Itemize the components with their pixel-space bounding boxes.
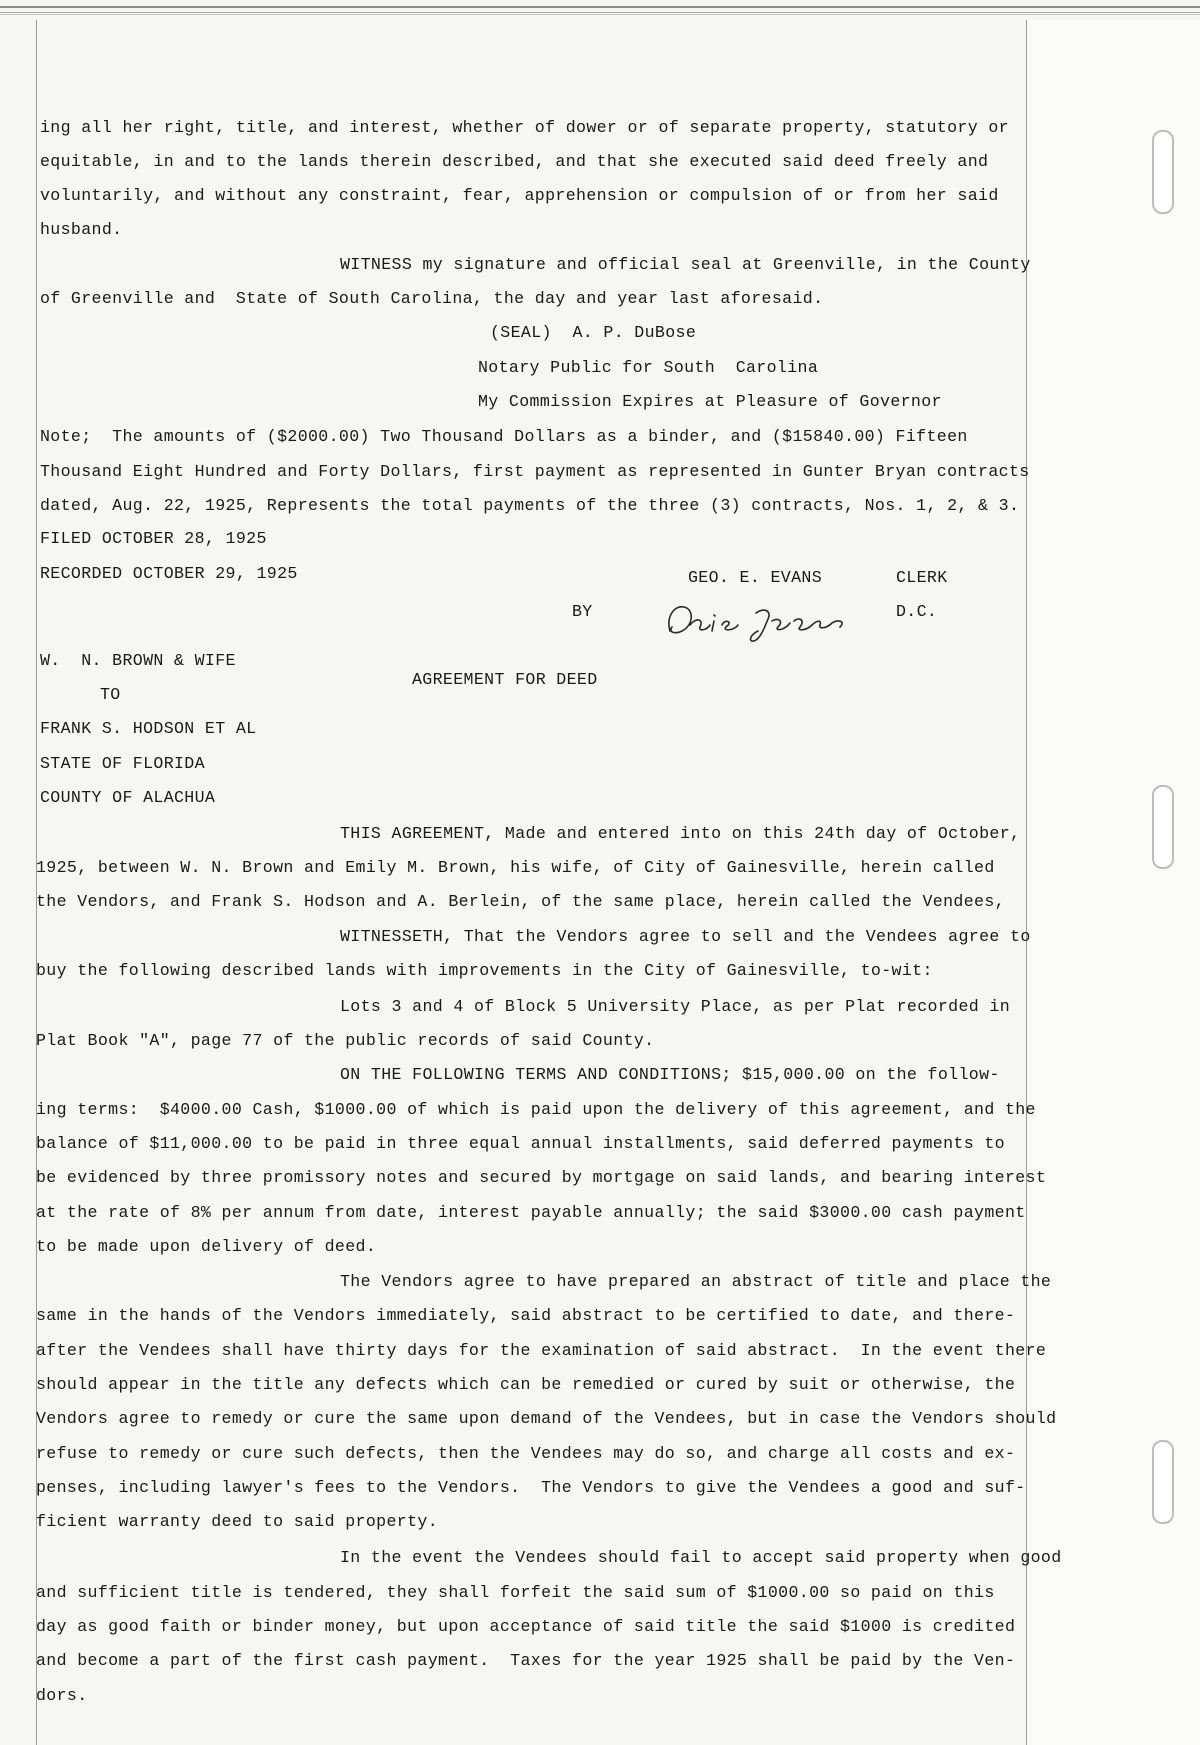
agreement-line-26: dors.: [36, 1686, 88, 1705]
agreement-line-10: balance of $11,000.00 to be paid in three equal annual installments, said deferred payments to: [36, 1134, 1005, 1153]
note-line-1: Note; The amounts of ($2000.00) Two Thousand Dollars as a binder, and ($15840.00) Fifteen: [40, 427, 968, 446]
top-border-rule: [0, 6, 1200, 13]
agreement-line-2: 1925, between W. N. Brown and Emily M. Brown, his wife, of City of Gainesville, herein called: [36, 858, 995, 877]
top-border-rule-secondary: [0, 14, 1200, 15]
note-line-3: dated, Aug. 22, 1925, Represents the total payments of the three (3) contracts, Nos. 1, 2, & 3.: [40, 496, 1020, 515]
deputy-clerk-signature: [660, 597, 870, 643]
agreement-line-4: WITNESSETH, That the Vendors agree to sell and the Vendees agree to: [340, 927, 1031, 946]
deputy-clerk-label: D.C.: [896, 602, 938, 621]
agreement-line-23: and sufficient title is tendered, they shall forfeit the said sum of $1000.00 so paid on this: [36, 1583, 995, 1602]
agreement-line-19: refuse to remedy or cure such defects, then the Vendees may do so, and charge all costs and ex-: [36, 1444, 1016, 1463]
witness-line-2: of Greenville and State of South Carolina, the day and year last aforesaid.: [40, 289, 824, 308]
clerk-title: CLERK: [896, 568, 948, 587]
grantee: FRANK S. HODSON ET AL: [40, 719, 257, 738]
agreement-line-8: ON THE FOLLOWING TERMS AND CONDITIONS; $15,000.00 on the follow-: [340, 1065, 1000, 1084]
binding-margin: [1027, 20, 1200, 1745]
notary-commission-line: My Commission Expires at Pleasure of Governor: [478, 392, 942, 411]
clerk-name: GEO. E. EVANS: [688, 568, 823, 587]
witness-line-1: WITNESS my signature and official seal at Greenville, in the County: [340, 255, 1031, 274]
agreement-line-9: ing terms: $4000.00 Cash, $1000.00 of which is paid upon the delivery of this agreement, and the: [36, 1100, 1036, 1119]
agreement-line-11: be evidenced by three promissory notes and secured by mortgage on said lands, and bearing interest: [36, 1168, 1047, 1187]
county-label: COUNTY OF ALACHUA: [40, 788, 216, 807]
notary-title-line: Notary Public for South Carolina: [478, 358, 819, 377]
grantor: W. N. BROWN & WIFE: [40, 651, 236, 670]
by-label: BY: [572, 602, 593, 621]
state-label: STATE OF FLORIDA: [40, 754, 205, 773]
agreement-line-1: THIS AGREEMENT, Made and entered into on this 24th day of October,: [340, 824, 1021, 843]
agreement-line-16: after the Vendees shall have thirty days for the examination of said abstract. In the event there: [36, 1341, 1047, 1360]
agreement-line-3: the Vendors, and Frank S. Hodson and A. Berlein, of the same place, herein called the Vendees,: [36, 892, 1005, 911]
agreement-line-14: The Vendors agree to have prepared an abstract of title and place the: [340, 1272, 1052, 1291]
recorded-date: RECORDED OCTOBER 29, 1925: [40, 564, 298, 583]
agreement-line-22: In the event the Vendees should fail to accept said property when good: [340, 1548, 1062, 1567]
binder-hole-middle: [1152, 785, 1174, 869]
right-margin-line: [1026, 20, 1027, 1745]
agreement-line-20: penses, including lawyer's fees to the Vendors. The Vendors to give the Vendees a good and suf-: [36, 1478, 1026, 1497]
agreement-line-6: Lots 3 and 4 of Block 5 University Place, as per Plat recorded in: [340, 997, 1011, 1016]
agreement-line-21: ficient warranty deed to said property.: [36, 1512, 439, 1531]
agreement-line-13: to be made upon delivery of deed.: [36, 1237, 377, 1256]
agreement-line-12: at the rate of 8% per annum from date, interest payable annually; the said $3000.00 cash payment: [36, 1203, 1026, 1222]
binder-hole-top: [1152, 130, 1174, 214]
signature-scribble: [660, 597, 870, 643]
para1-line-2: equitable, in and to the lands therein described, and that she executed said deed freely and: [40, 152, 989, 171]
agreement-line-18: Vendors agree to remedy or cure the same upon demand of the Vendees, but in case the Vendors should: [36, 1409, 1057, 1428]
para1-line-4: husband.: [40, 220, 123, 239]
agreement-line-25: and become a part of the first cash payment. Taxes for the year 1925 shall be paid by the Ven-: [36, 1651, 1016, 1670]
to-label: TO: [100, 685, 121, 704]
agreement-line-5: buy the following described lands with improvements in the City of Gainesville, to-wit:: [36, 961, 933, 980]
agreement-line-17: should appear in the title any defects which can be remedied or cured by suit or otherwise, the: [36, 1375, 1016, 1394]
note-line-2: Thousand Eight Hundred and Forty Dollars, first payment as represented in Gunter Bryan contracts: [40, 462, 1030, 481]
document-heading: AGREEMENT FOR DEED: [412, 670, 598, 689]
para1-line-3: voluntarily, and without any constraint, fear, apprehension or compulsion of or from her said: [40, 186, 999, 205]
agreement-line-24: day as good faith or binder money, but upon acceptance of said title the said $1000 is credited: [36, 1617, 1016, 1636]
agreement-line-15: same in the hands of the Vendors immediately, said abstract to be certified to date, and there-: [36, 1306, 1016, 1325]
para1-line-1: ing all her right, title, and interest, whether of dower or of separate property, statutory or: [40, 118, 1009, 137]
binder-hole-bottom: [1152, 1440, 1174, 1524]
filed-date: FILED OCTOBER 28, 1925: [40, 529, 267, 548]
notary-seal-line: (SEAL) A. P. DuBose: [490, 323, 697, 342]
agreement-line-7: Plat Book "A", page 77 of the public records of said County.: [36, 1031, 655, 1050]
